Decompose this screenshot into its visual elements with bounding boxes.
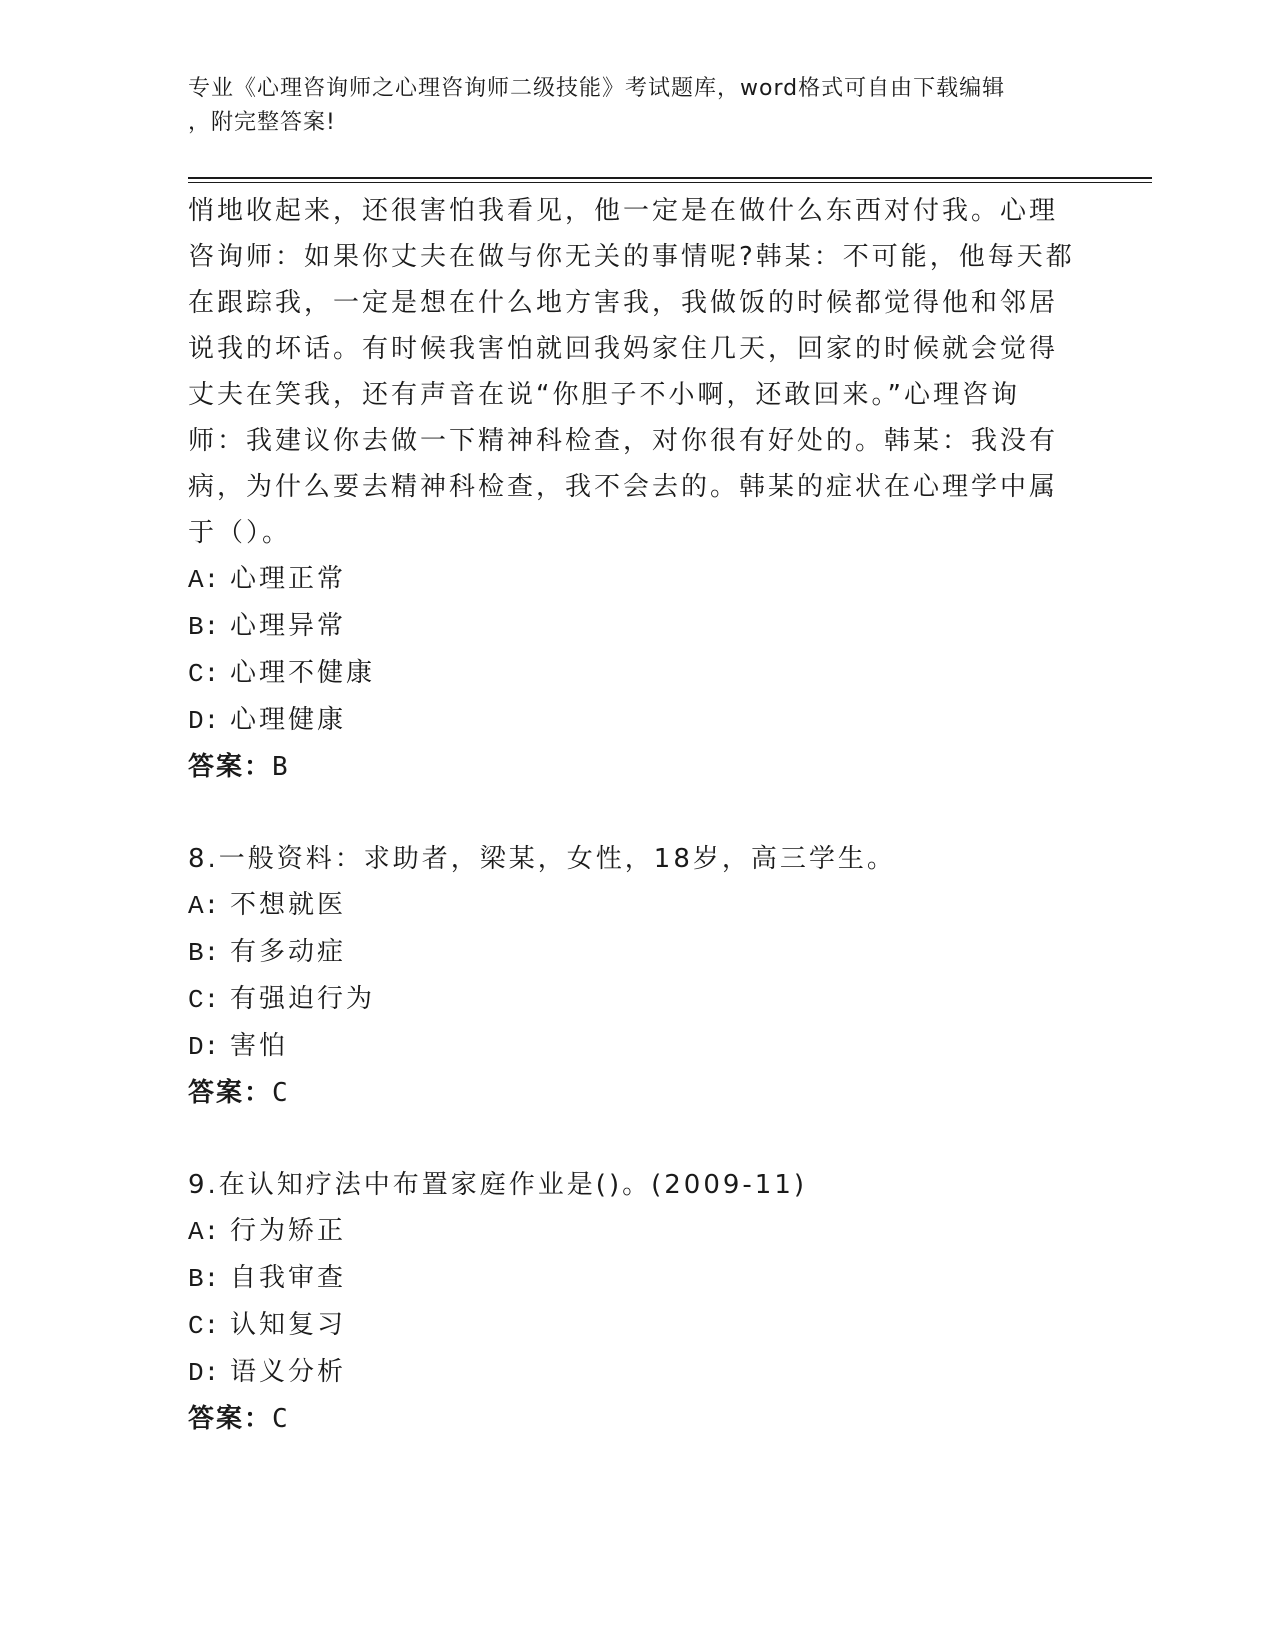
option-text: 认知复习 <box>230 1310 347 1340</box>
header-title-line-1: 专业《心理咨询师之心理咨询师二级技能》考试题库，word格式可自由下载编辑 <box>188 76 1006 101</box>
question-9-option-c <box>188 1302 1088 1349</box>
question-8-stem: 8.一般资料：求助者，梁某，女性，18岁，高三学生。 <box>188 844 896 874</box>
option-text: 心理正常 <box>230 564 347 594</box>
question-9-stem: 9.在认知疗法中布置家庭作业是()。(2009-11) <box>188 1170 808 1200</box>
question-content <box>188 188 1088 1442</box>
option-label: B: <box>188 1264 220 1294</box>
option-text: 行为矫正 <box>230 1216 347 1246</box>
option-text: 心理异常 <box>230 611 347 641</box>
question-8-option-c <box>188 976 1088 1023</box>
option-text: 不想就医 <box>230 890 347 920</box>
option-label: A: <box>188 891 220 921</box>
question-8-option-d <box>188 1023 1088 1070</box>
option-text: 害怕 <box>230 1031 289 1061</box>
question-9-option-b <box>188 1255 1088 1302</box>
spacer <box>188 1116 1088 1162</box>
question-7-option-a <box>188 556 1088 603</box>
option-text: 有多动症 <box>230 937 347 967</box>
question-9-option-d <box>188 1349 1088 1396</box>
option-text: 自我审查 <box>230 1263 347 1293</box>
spacer <box>188 790 1088 836</box>
question-7-stem-line: 丈夫在笑我，还有声音在说“你胆子不小啊，还敢回来。”心理咨询 <box>188 380 1020 410</box>
answer-value: C <box>272 1078 290 1108</box>
question-8-option-b <box>188 929 1088 976</box>
question-7-stem-line: 咨询师：如果你丈夫在做与你无关的事情呢?韩某：不可能，他每天都 <box>188 242 1075 272</box>
question-7-stem-line: 病，为什么要去精神科检查，我不会去的。韩某的症状在心理学中属 <box>188 472 1059 502</box>
answer-value: B <box>272 752 290 782</box>
question-8-answer <box>188 1070 1088 1116</box>
option-label: B: <box>188 612 220 642</box>
option-text: 有强迫行为 <box>230 984 376 1014</box>
question-7-stem-line: 说我的坏话。有时候我害怕就回我妈家住几天，回家的时候就会觉得 <box>188 334 1059 364</box>
header-title-line-2: ，附完整答案! <box>188 110 336 135</box>
option-text: 心理不健康 <box>230 658 376 688</box>
question-7 <box>188 188 1088 790</box>
question-9-answer <box>188 1396 1088 1442</box>
question-7-option-d <box>188 697 1088 744</box>
question-9 <box>188 1162 1088 1442</box>
question-7-option-c <box>188 650 1088 697</box>
question-7-stem-line: 师：我建议你去做一下精神科检查，对你很有好处的。韩某：我没有 <box>188 426 1059 456</box>
answer-prefix: 答案： <box>188 1078 273 1108</box>
question-7-answer <box>188 744 1088 790</box>
option-label: A: <box>188 1217 220 1247</box>
option-label: C: <box>188 985 220 1015</box>
answer-prefix: 答案： <box>188 1404 273 1434</box>
question-7-stem-line: 悄地收起来，还很害怕我看见，他一定是在做什么东西对付我。心理 <box>188 196 1059 226</box>
answer-prefix: 答案： <box>188 752 273 782</box>
option-label: D: <box>188 1358 220 1388</box>
option-text: 心理健康 <box>230 705 347 735</box>
document-header <box>188 72 1068 140</box>
option-text: 语义分析 <box>230 1357 347 1387</box>
header-divider-thin <box>188 182 1152 183</box>
option-label: C: <box>188 659 220 689</box>
option-label: C: <box>188 1311 220 1341</box>
option-label: D: <box>188 706 220 736</box>
option-label: A: <box>188 565 220 595</box>
question-8-option-a <box>188 882 1088 929</box>
question-9-option-a <box>188 1208 1088 1255</box>
question-8 <box>188 836 1088 1116</box>
question-7-stem-line: 在跟踪我，一定是想在什么地方害我，我做饭的时候都觉得他和邻居 <box>188 288 1059 318</box>
option-label: B: <box>188 938 220 968</box>
option-label: D: <box>188 1032 220 1062</box>
header-divider-thick <box>188 177 1152 179</box>
answer-value: C <box>272 1404 290 1434</box>
question-7-option-b <box>188 603 1088 650</box>
question-7-stem-line: 于（）。 <box>188 518 292 548</box>
